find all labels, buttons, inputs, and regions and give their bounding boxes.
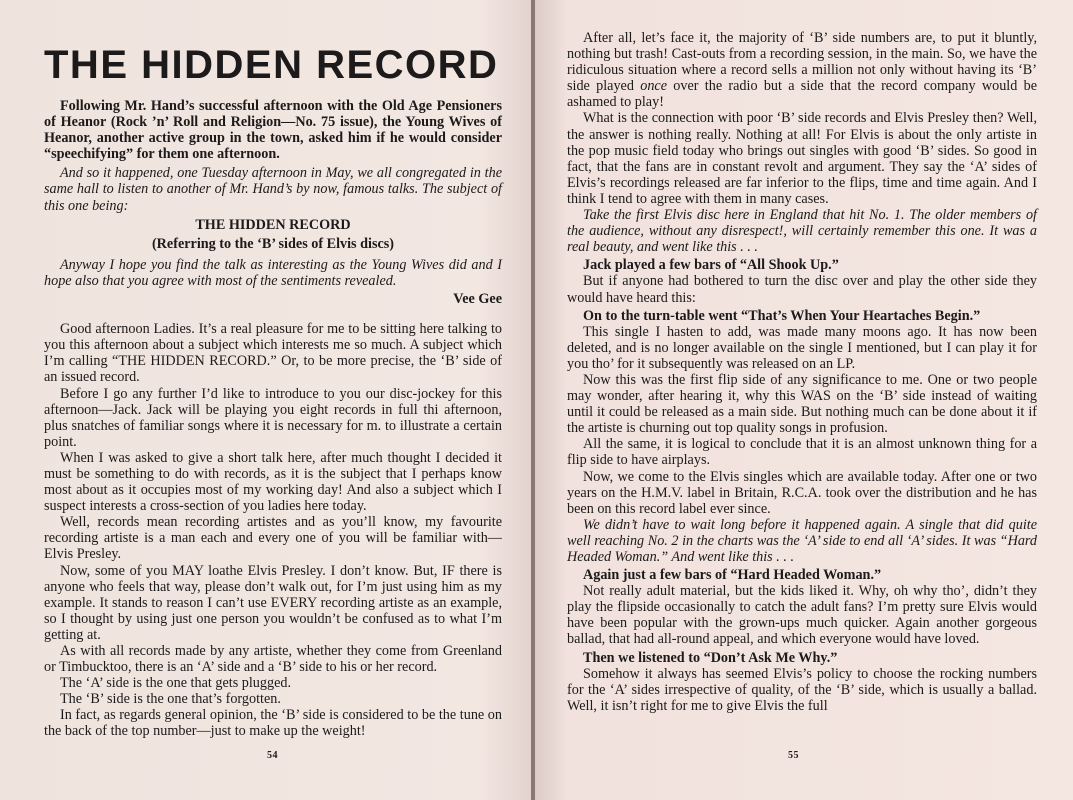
body-paragraph: Now this was the first flip side of any significance to me. One or two people may wonder, after hearing it, why this WAS on the ‘B’ side instead of waiting until it could be released as a main side. But nothing much can be done about it if the artiste is churning out top quality songs in profusion. (567, 371, 1037, 437)
body-paragraph: Somehow it always has seemed Elvis’s policy to choose the rocking numbers for the ‘A’ sides irrespective of quality, of the ‘B’ side, which is usually a ballad. Well, it isn’t right for me to give Elvis the full (567, 665, 1037, 714)
record-played-note: Jack played a few bars of “All Shook Up.” (583, 257, 839, 274)
article-title: THE HIDDEN RECORD (44, 43, 499, 87)
record-played-note: On to the turn-table went “That’s When Your Heartaches Begin.” (583, 307, 981, 324)
talk-heading: THE HIDDEN RECORD (195, 216, 351, 233)
italic-closing: Anyway I hope you find the talk as interesting as the Young Wives did and I hope also that you agree with most of the sentiments revealed. (44, 256, 502, 289)
record-played-note: Again just a few bars of “Hard Headed Woman.” (583, 567, 882, 584)
emphasis: once (640, 78, 668, 95)
left-page (0, 0, 531, 800)
right-page-text (567, 30, 1037, 714)
body-paragraph: Now, we come to the Elvis singles which are available today. After one or two years on the H.M.V. label in Britain, R.C.A. took over the distribution and he has been on this record label ever since. (567, 468, 1037, 517)
body-paragraph: Good afternoon Ladies. It’s a real pleasure for me to be sitting here talking to you this afternoon about a subject which interests me so much. A subject which I’m calling “THE HIDDEN RECORD.” Or, to be more precise, the ‘B’ side of an issued record. (44, 321, 502, 386)
talk-subheading: (Referring to the ‘B’ sides of Elvis discs) (151, 235, 395, 252)
body-paragraph: Not really adult material, but the kids liked it. Why, oh why tho’, didn’t they play the flipside occasionally to catch the adult fans? I’m pretty sure Elvis would have been popular with the grown-ups much quicker. Again another gorgeous ballad, that had all-round appeal, and which everyone would have loved. (567, 583, 1037, 648)
text-run: over the radio but a side that the record company would be ashamed to play! (567, 78, 1038, 111)
body-paragraph: What is the connection with poor ‘B’ side records and Elvis Presley then? Well, the answer is nothing really. Nothing at all! For Elvis is about the only artiste in the pop music field today who brings out singles with good ‘B’ sides. So good in fact, that the fans are in constant revolt and argument. They say the ‘A’ sides of Elvis’s recordings released are far inferior to the flips, time and time again. And I think I tend to agree with them in many cases. (567, 110, 1037, 207)
left-page-text (44, 44, 502, 740)
record-played-note: Then we listened to “Don’t Ask Me Why.” (583, 649, 838, 666)
page-number-left: 54 (267, 750, 278, 761)
right-page (535, 0, 1073, 800)
body-paragraph: Now, some of you MAY loathe Elvis Presley. I don’t know. But, IF there is anyone who feels that way, please don’t walk out, for I’m just using him as my example. It stands to reason I can’t use EVERY recording artiste as an example, so I thought by using just one person you wouldn’t be confused as to what I’m getting at. (44, 562, 502, 643)
body-paragraph: The ‘A’ side is the one that gets plugged. (60, 675, 292, 692)
body-paragraph (567, 30, 1037, 110)
italic-intro: And so it happened, one Tuesday afternoon in May, we all congregated in the same hall to listen to another of Mr. Hand’s by now, famous talks. The subject of this one being: (44, 165, 502, 214)
body-paragraph: All the same, it is logical to conclude that it is an almost unknown thing for a flip side to have airplays. (567, 436, 1037, 469)
body-paragraph: In fact, as regards general opinion, the ‘B’ side is considered to be the tune on the back of the top number—just to make up the weight! (44, 707, 502, 740)
text-run: After all, let’s face it, the majority of ‘B’ side numbers are, to put it bluntly, nothing but trash! Cast-outs from a recording session, in the main. So, we have the ridiculous situation where a record sells a million not only without having its ‘B’ side played (567, 30, 1037, 95)
body-paragraph: The ‘B’ side is the one that’s forgotten. (60, 691, 281, 708)
page-number-right: 55 (788, 750, 799, 761)
italic-paragraph: Take the first Elvis disc here in England that hit No. 1. The older members of the audience, without any disrespect!, will certainly remember this one. It was a real beauty, and went like this . . . (567, 207, 1037, 256)
body-paragraph: Before I go any further I’d like to introduce to you our disc-jockey for this afternoon—Jack. Jack will be playing you eight records in full thi afternoon, plus snatches of familiar songs where it is necessary for m. to illustrate a certain point. (44, 385, 502, 450)
body-paragraph: But if anyone had bothered to turn the disc over and play the other side they would have heard this: (567, 273, 1037, 306)
body-paragraph: As with all records made by any artiste, whether they come from Greenland or Timbucktoo, there is an ‘A’ side and a ‘B’ side to his or her record. (44, 643, 502, 676)
intro-paragraph: Following Mr. Hand’s successful afternoon with the Old Age Pensioners of Heanor (Rock ’n’ Roll and Religion—No. 75 issue), the Young Wives of Heanor, another active group in the town, asked him if he would consider “speechifying” for them one afternoon. (44, 98, 502, 163)
italic-paragraph: We didn’t have to wait long before it happened again. A single that did quite well reaching No. 2 in the charts was the ‘A’ side to end all ‘A’ sides. It was “Hard Headed Woman.” And went like this . . . (567, 516, 1037, 565)
body-paragraph: This single I hasten to add, was made many moons ago. It has now been deleted, and is no longer available on the single I mentioned, but I can play it for you tho’ for it subsequently was released on an LP. (567, 323, 1037, 372)
body-paragraph: When I was asked to give a short talk here, after much thought I decided it must be something to do with records, as it is the subject that I perhaps know most about as it occupies most of my working day! And also a subject which I suspect interests a cross-section of you ladies here today. (44, 449, 502, 515)
author-signature: Vee Gee (453, 291, 502, 308)
body-paragraph: Well, records mean recording artistes and as you’ll know, my favourite recording artiste is a man each and every one of you will be familiar with—Elvis Presley. (44, 514, 502, 563)
